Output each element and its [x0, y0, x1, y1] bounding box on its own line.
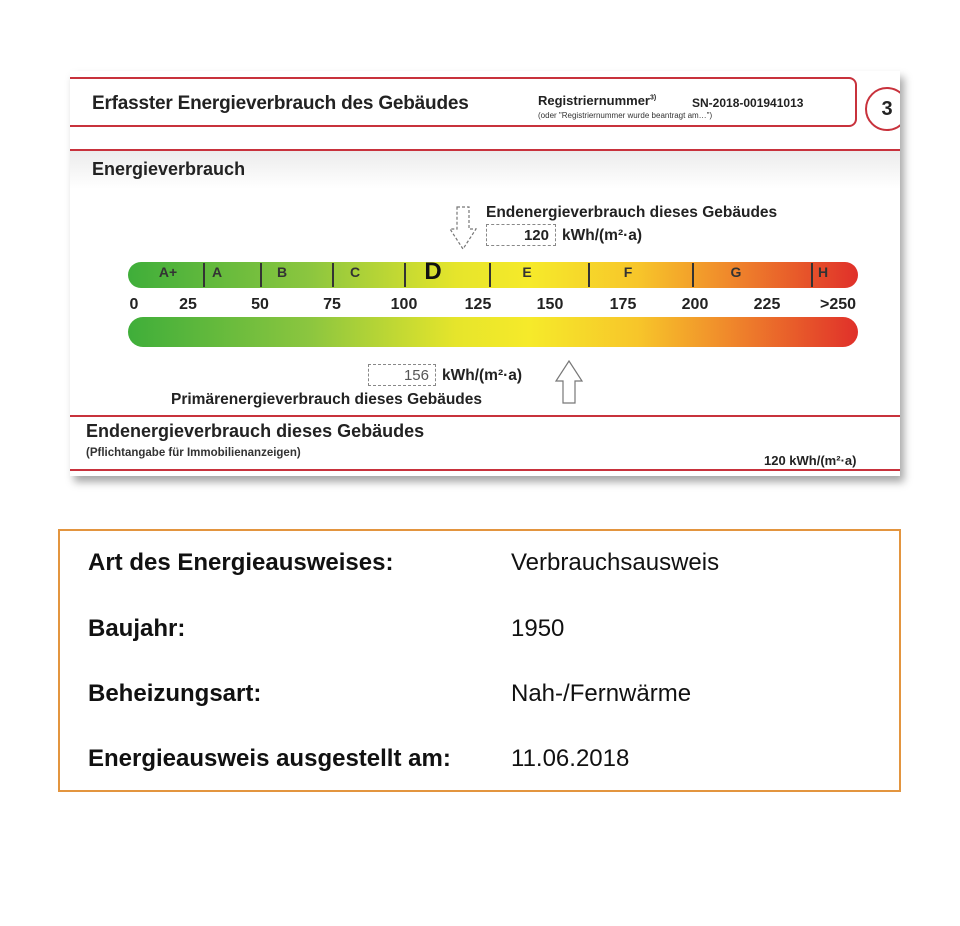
footer-divider: [70, 415, 900, 417]
class-label-g: G: [730, 264, 742, 280]
class-separator: [489, 263, 491, 287]
info-key: Energieausweis ausgestellt am:: [88, 745, 451, 772]
class-separator: [404, 263, 406, 287]
class-separator: [260, 263, 262, 287]
primary-energy-label: Primärenergieverbrauch dieses Gebäudes: [171, 391, 483, 408]
scale-tick-label: 150: [536, 296, 564, 313]
class-label-aplus: A+: [158, 264, 178, 280]
energy-certificate-image: [70, 71, 900, 476]
efficiency-gradient-bar: [128, 317, 858, 347]
class-separator: [692, 263, 694, 287]
footer-subtitle: (Pflichtangabe für Immobilienanzeigen): [86, 447, 301, 459]
footer-title: Endenergieverbrauch dieses Gebäudes: [86, 421, 425, 441]
info-value: 11.06.2018: [511, 745, 630, 772]
down-arrow-icon: [448, 205, 478, 251]
certificate-info-box: [58, 529, 901, 792]
class-separator: [588, 263, 590, 287]
registration-number: SN-2018-001941013: [692, 96, 804, 110]
info-key: Beheizungsart:: [88, 680, 262, 707]
scale-tick-label: 75: [323, 296, 341, 313]
class-label-h: H: [817, 264, 829, 280]
class-separator: [332, 263, 334, 287]
scale-tick-label: 225: [753, 296, 781, 313]
info-value: 1950: [511, 615, 565, 642]
scale-tick-label: 50: [251, 296, 269, 313]
scale-tick-label: 25: [179, 296, 197, 313]
footer-value: 120 kWh/(m²·a): [764, 453, 857, 468]
efficiency-class-bar: [128, 262, 858, 288]
up-arrow-icon: [554, 359, 584, 405]
class-label-d: D: [424, 258, 442, 285]
section-title: Energieverbrauch: [92, 159, 246, 179]
class-label-c: C: [349, 264, 361, 280]
info-key: Art des Energieausweises:: [88, 549, 394, 576]
info-value: Nah-/Fernwärme: [511, 680, 692, 707]
class-label-f: F: [623, 264, 633, 280]
page-number-badge: 3: [865, 87, 900, 131]
primary-energy-value: 156: [368, 364, 436, 386]
scale-tick-label: 200: [681, 296, 709, 313]
class-label-b: B: [276, 264, 288, 280]
class-separator: [811, 263, 813, 287]
info-value: Verbrauchsausweis: [511, 549, 720, 576]
class-label-a: A: [211, 264, 223, 280]
class-separator: [203, 263, 205, 287]
end-energy-value: 120: [486, 224, 556, 246]
info-key: Baujahr:: [88, 615, 186, 642]
end-energy-unit: kWh/(m²·a): [562, 227, 643, 244]
end-energy-label: Endenergieverbrauch dieses Gebäudes: [486, 204, 778, 221]
registration-label: Registriernummer$^{3)}$: [538, 93, 657, 108]
class-label-e: E: [522, 264, 532, 280]
certificate-header: [70, 77, 857, 127]
certificate-header-title: Erfasster Energieverbrauch des Gebäudes: [92, 93, 469, 114]
registration-subtext: (oder "Registriernummer wurde beantragt am…"): [538, 111, 713, 120]
footer-bottom-divider: [70, 469, 900, 471]
scale-tick-label: 175: [609, 296, 637, 313]
primary-energy-unit: kWh/(m²·a): [442, 367, 523, 384]
scale-tick-label: >250: [819, 296, 857, 313]
scale-tick-label: 125: [464, 296, 492, 313]
scale-tick-label: 0: [129, 296, 139, 313]
scale-tick-label: 100: [390, 296, 418, 313]
